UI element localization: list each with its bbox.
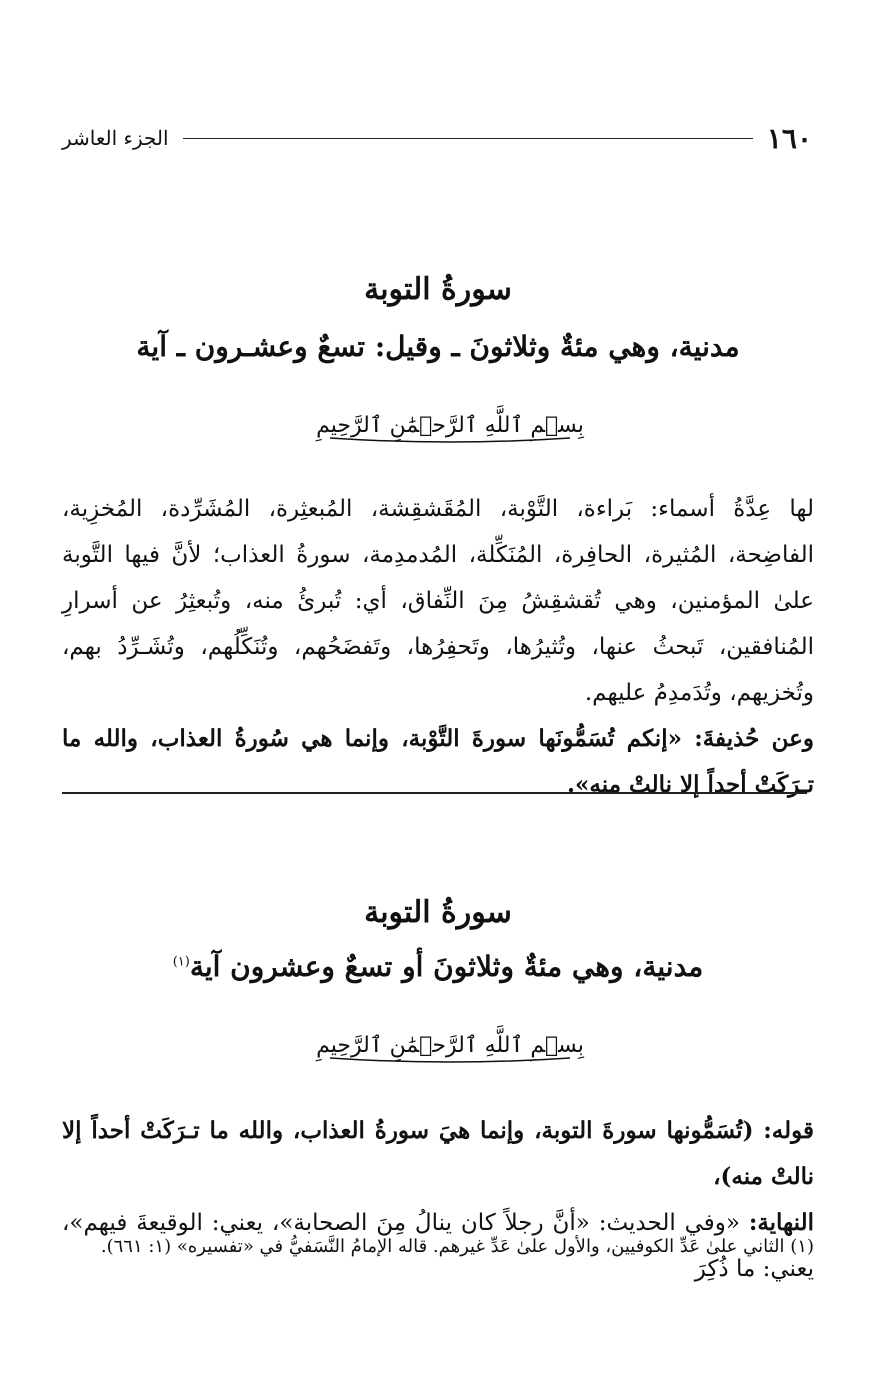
basmala-calligraphy-2 — [300, 1018, 600, 1072]
basmala-calligraphy-1 — [300, 398, 600, 452]
page-header — [62, 118, 812, 158]
basmala-text-1: بِسۡمِ ٱللَّهِ ٱلرَّحۡمَٰنِ ٱلرَّحِيمِ — [316, 413, 584, 438]
footnote-ref: (١) — [172, 954, 190, 970]
section-divider — [62, 792, 807, 794]
surah-subtitle-2-text: مدنية، وهي مئةٌ وثلاثونَ أو تسعٌ وعشرون آية — [189, 950, 704, 983]
part-title: الجزء العاشر — [62, 126, 169, 150]
surah-title-1: سورةُ التوبة — [364, 272, 512, 307]
commentary-1 — [62, 486, 814, 808]
basmala-text-2: بِسۡمِ ٱللَّهِ ٱلرَّحۡمَٰنِ ٱلرَّحِيمِ — [316, 1033, 584, 1058]
paragraph-qawluhu: قوله: (تُسَمُّونها سورةَ التوبة، وإنما هيَ سورةُ العذاب، والله ما تـرَكَتْ أحداً إلا نالتْ منه)، — [62, 1117, 814, 1190]
footnote: (١) الثاني علىٰ عَدِّ الكوفيين، والأول علىٰ عَدِّ غيرهم. قاله الإمامُ النَّسَفيُّ في «تفسيره» (١: ٦٦١). — [100, 1236, 814, 1257]
header-rule — [183, 138, 753, 139]
nihaya-label: النهاية: — [748, 1209, 814, 1236]
paragraph-names: لها عِدَّةُ أسماء: بَراءة، التَّوْبة، المُقَشقِشة، المُبعثِرة، المُشَرِّدة، المُخزِية، الفاضِحة، المُثيرة، الحافِرة، المُنَكِّلة، المُدمدِمة، سورةُ العذاب؛ لأنَّ فيها التَّوبة علىٰ المؤمنين، وهي تُقشقِشُ مِنَ النِّفاق، أي: تُبرئُ منه، وتُبعثِرُ عن أسرارِ المُنافقين، تَبحثُ عنها، وتُثيرُها، وتَحفِرُها، وتَفضَحُهم، وتُنَكِّلُهم، وتُشَـرِّدُ بهم، وتُخزيهم، وتُدَمدِمُ عليهم. — [62, 496, 814, 706]
paragraph-hudhayfa: وعن حُذيفةَ: «إنكم تُسَمُّونَها سورةَ التَّوْبة، وإنما هي سُورةُ العذاب، والله ما تـرَكَتْ أحداً إلا نالتْ منه». — [62, 725, 814, 798]
commentary-2 — [62, 1108, 814, 1292]
page-number: ١٦٠ — [766, 121, 812, 155]
surah-subtitle-1: مدنية، وهي مئةٌ وثلاثونَ ـ وقيل: تسعٌ وعشـرون ـ آية — [136, 330, 740, 363]
surah-subtitle-2 — [62, 950, 814, 983]
nihaya-text: «وفي الحديث: «أنَّ رجلاً كان ينالُ مِنَ الصحابة»، يعني: الوقيعةَ فيهم»، يعني: ما ذُكِرَ — [62, 1210, 814, 1282]
surah-title-2: سورةُ التوبة — [364, 895, 512, 930]
